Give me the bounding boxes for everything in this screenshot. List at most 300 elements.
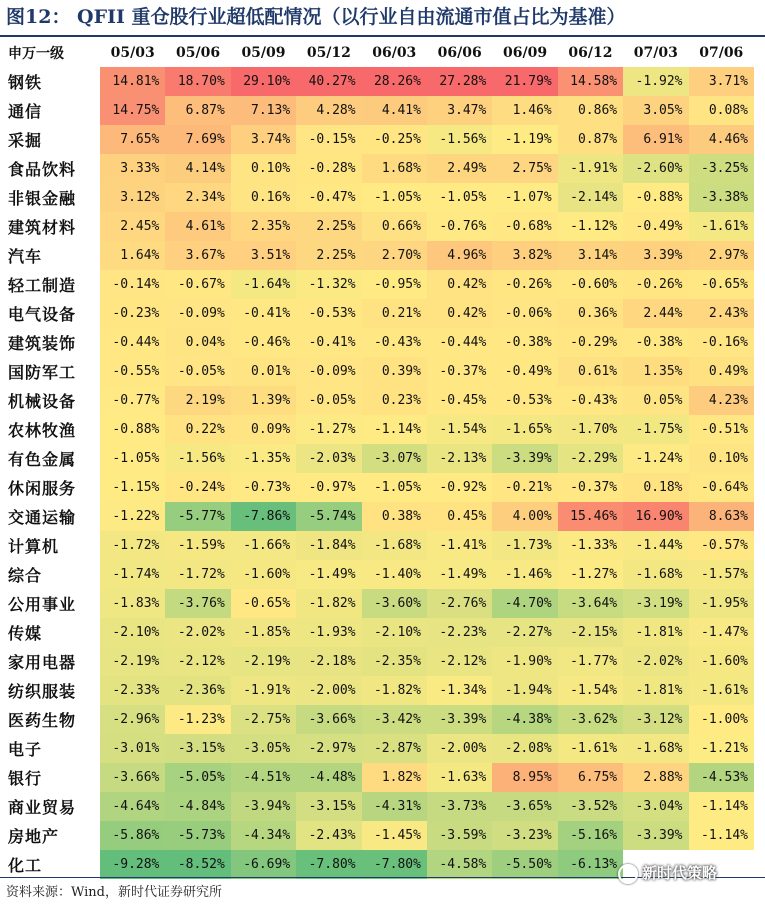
heatmap-cell: -1.05% <box>362 473 427 502</box>
heatmap-cell: -3.05% <box>231 734 296 763</box>
heatmap-cell: -0.44% <box>427 328 492 357</box>
heatmap-cell: -1.54% <box>427 415 492 444</box>
heatmap-cell: -0.47% <box>296 183 361 212</box>
heatmap-cell: 3.47% <box>427 96 492 125</box>
heatmap-cell: 40.27% <box>296 67 361 96</box>
heatmap-cell: 0.18% <box>623 473 688 502</box>
heatmap-cell: 0.01% <box>231 357 296 386</box>
heatmap-cell: -1.27% <box>558 560 623 589</box>
heatmap-cell: 2.34% <box>165 183 230 212</box>
heatmap-cell: -6.69% <box>231 850 296 879</box>
heatmap-cell: -0.97% <box>296 473 361 502</box>
heatmap-cell: -3.01% <box>100 734 165 763</box>
heatmap-cell: -3.15% <box>296 792 361 821</box>
heatmap-cell: -1.14% <box>689 792 754 821</box>
heatmap-cell: -3.73% <box>427 792 492 821</box>
heatmap-cell: 3.33% <box>100 154 165 183</box>
heatmap-cell: 2.88% <box>623 763 688 792</box>
column-header: 05/09 <box>241 44 286 61</box>
figure-title: 图12： QFII 重仓股行业超低配情况（以行业自由流通市值占比为基准） <box>6 6 626 28</box>
row-label: 电子 <box>8 740 43 759</box>
heatmap-cell: -0.43% <box>362 328 427 357</box>
heatmap-cell: -1.73% <box>492 531 557 560</box>
row-label: 钢铁 <box>8 73 43 92</box>
heatmap-cell: 0.87% <box>558 125 623 154</box>
heatmap-cell: -0.92% <box>427 473 492 502</box>
heatmap-cell: -2.12% <box>427 647 492 676</box>
row-label: 休闲服务 <box>8 479 77 498</box>
heatmap-cell: -0.95% <box>362 270 427 299</box>
heatmap-cell: -1.19% <box>492 125 557 154</box>
heatmap-cell: -3.64% <box>558 589 623 618</box>
heatmap-cell: 3.71% <box>689 67 754 96</box>
heatmap-cell: -3.25% <box>689 154 754 183</box>
heatmap-cell: -1.68% <box>623 560 688 589</box>
heatmap-cell: 0.04% <box>165 328 230 357</box>
heatmap-cell: -1.66% <box>231 531 296 560</box>
heatmap-cell: -0.41% <box>296 328 361 357</box>
row-label: 农林牧渔 <box>8 421 77 440</box>
heatmap-cell: -3.23% <box>492 821 557 850</box>
heatmap-cell: -3.12% <box>623 705 688 734</box>
heatmap-cell: -4.38% <box>492 705 557 734</box>
heatmap-cell: -1.23% <box>165 705 230 734</box>
heatmap-cell: -2.10% <box>100 618 165 647</box>
row-label: 商业贸易 <box>8 798 77 817</box>
row-header-label: 申万一级 <box>8 45 64 62</box>
row-label: 国防军工 <box>8 363 77 382</box>
heatmap-cell: -1.63% <box>427 763 492 792</box>
table-row <box>4 821 754 850</box>
heatmap-cell: 0.23% <box>362 386 427 415</box>
column-header: 05/12 <box>306 44 351 61</box>
heatmap-cell: -0.77% <box>100 386 165 415</box>
heatmap-cell: -2.00% <box>296 676 361 705</box>
heatmap-cell: -1.94% <box>492 676 557 705</box>
column-header: 06/09 <box>503 44 548 61</box>
table-row <box>4 589 754 618</box>
heatmap-cell: 3.74% <box>231 125 296 154</box>
heatmap-cell: 2.45% <box>100 212 165 241</box>
heatmap-cell: -5.86% <box>100 821 165 850</box>
heatmap-cell: -0.28% <box>296 154 361 183</box>
watermark <box>618 862 717 884</box>
heatmap-cell: -1.90% <box>492 647 557 676</box>
table-row <box>4 763 754 792</box>
table-row <box>4 386 754 415</box>
heatmap-cell: -0.46% <box>231 328 296 357</box>
heatmap-cell: -2.23% <box>427 618 492 647</box>
row-label: 食品饮料 <box>8 160 77 179</box>
heatmap-cell: -3.15% <box>165 734 230 763</box>
heatmap-cell: -1.00% <box>689 705 754 734</box>
column-header: 06/12 <box>568 44 613 61</box>
table-row <box>4 96 754 125</box>
heatmap-cell: 4.96% <box>427 241 492 270</box>
heatmap-cell: 6.91% <box>623 125 688 154</box>
heatmap-cell: -4.31% <box>362 792 427 821</box>
row-label: 化工 <box>8 856 43 875</box>
heatmap-cell: -3.07% <box>362 444 427 473</box>
heatmap-cell: 0.09% <box>231 415 296 444</box>
heatmap-cell: -0.37% <box>558 473 623 502</box>
heatmap-cell: -0.44% <box>100 328 165 357</box>
heatmap-cell: -1.49% <box>296 560 361 589</box>
table-row <box>4 328 754 357</box>
table-row <box>4 647 754 676</box>
heatmap-cell: 1.39% <box>231 386 296 415</box>
table-row <box>4 183 754 212</box>
heatmap-cell: -0.05% <box>296 386 361 415</box>
heatmap-cell: -9.28% <box>100 850 165 879</box>
heatmap-cell: -5.74% <box>296 502 361 531</box>
row-label: 房地产 <box>8 827 60 846</box>
heatmap-cell: -1.60% <box>689 647 754 676</box>
heatmap-cell: -0.16% <box>689 328 754 357</box>
heatmap-cell: -1.46% <box>492 560 557 589</box>
heatmap-cell: -2.19% <box>100 647 165 676</box>
heatmap-cell: 6.87% <box>165 96 230 125</box>
row-label: 建筑材料 <box>8 218 77 237</box>
heatmap-cell: -2.03% <box>296 444 361 473</box>
heatmap-cell: -1.77% <box>558 647 623 676</box>
table-row <box>4 415 754 444</box>
heatmap-cell: -0.06% <box>492 299 557 328</box>
heatmap-cell: -1.93% <box>296 618 361 647</box>
heatmap-cell: -0.37% <box>427 357 492 386</box>
row-label: 采掘 <box>8 131 43 150</box>
row-label: 银行 <box>8 769 43 788</box>
heatmap-cell: -3.65% <box>492 792 557 821</box>
heatmap-cell: -3.19% <box>623 589 688 618</box>
heatmap-cell: -1.22% <box>100 502 165 531</box>
heatmap-cell: -1.59% <box>165 531 230 560</box>
heatmap-cell: -0.60% <box>558 270 623 299</box>
heatmap-cell: -2.29% <box>558 444 623 473</box>
heatmap-body <box>4 67 754 879</box>
heatmap-cell: -0.43% <box>558 386 623 415</box>
heatmap-cell: 0.16% <box>231 183 296 212</box>
heatmap-cell: -3.76% <box>165 589 230 618</box>
row-label: 纺织服装 <box>8 682 77 701</box>
heatmap-cell: 16.90% <box>623 502 688 531</box>
heatmap-cell: -2.19% <box>231 647 296 676</box>
heatmap-cell: -3.39% <box>492 444 557 473</box>
heatmap-cell: 14.75% <box>100 96 165 125</box>
row-label: 建筑装饰 <box>8 334 77 353</box>
heatmap-cell: 7.65% <box>100 125 165 154</box>
heatmap-cell: -0.65% <box>231 589 296 618</box>
heatmap-cell: 2.43% <box>689 299 754 328</box>
heatmap-cell: -4.64% <box>100 792 165 821</box>
heatmap-cell: -4.84% <box>165 792 230 821</box>
heatmap-cell: -2.13% <box>427 444 492 473</box>
heatmap-cell: -1.07% <box>492 183 557 212</box>
heatmap-cell: -0.25% <box>362 125 427 154</box>
heatmap-cell: 0.42% <box>427 299 492 328</box>
heatmap-cell: -4.58% <box>427 850 492 879</box>
heatmap-cell: -2.14% <box>558 183 623 212</box>
heatmap-cell: -1.91% <box>558 154 623 183</box>
table-row <box>4 473 754 502</box>
heatmap-cell: -0.38% <box>623 328 688 357</box>
table-row <box>4 270 754 299</box>
heatmap-cell: -1.27% <box>296 415 361 444</box>
heatmap-cell: -1.14% <box>362 415 427 444</box>
heatmap-cell: -4.53% <box>689 763 754 792</box>
heatmap-cell: -0.29% <box>558 328 623 357</box>
heatmap-cell: -0.53% <box>296 299 361 328</box>
heatmap-cell: 14.81% <box>100 67 165 96</box>
heatmap-cell: -1.32% <box>296 270 361 299</box>
heatmap-cell: -1.44% <box>623 531 688 560</box>
heatmap-cell: 4.61% <box>165 212 230 241</box>
heatmap-cell: 3.12% <box>100 183 165 212</box>
heatmap-cell: -3.60% <box>362 589 427 618</box>
heatmap-cell: 18.70% <box>165 67 230 96</box>
heatmap-cell: 3.67% <box>165 241 230 270</box>
heatmap-cell: 2.25% <box>296 241 361 270</box>
heatmap-cell: -1.61% <box>689 676 754 705</box>
heatmap-cell: -3.39% <box>427 705 492 734</box>
heatmap-cell: -1.57% <box>689 560 754 589</box>
heatmap-cell: -0.38% <box>492 328 557 357</box>
table-row <box>4 502 754 531</box>
table-row <box>4 618 754 647</box>
heatmap-cell: -2.87% <box>362 734 427 763</box>
wechat-icon <box>618 864 638 884</box>
row-label: 电气设备 <box>8 305 77 324</box>
heatmap-cell: -3.66% <box>296 705 361 734</box>
heatmap-cell: -0.67% <box>165 270 230 299</box>
heatmap-cell: -1.33% <box>558 531 623 560</box>
heatmap-cell: -2.18% <box>296 647 361 676</box>
heatmap-cell: -1.68% <box>362 531 427 560</box>
heatmap-cell: -3.59% <box>427 821 492 850</box>
heatmap-cell: 28.26% <box>362 67 427 96</box>
heatmap-cell: 2.97% <box>689 241 754 270</box>
row-label: 计算机 <box>8 537 60 556</box>
heatmap-cell: -2.97% <box>296 734 361 763</box>
heatmap-cell: -1.81% <box>623 618 688 647</box>
row-label: 轻工制造 <box>8 276 77 295</box>
row-label: 交通运输 <box>8 508 77 527</box>
heatmap-cell: -1.54% <box>558 676 623 705</box>
heatmap-cell: -3.04% <box>623 792 688 821</box>
heatmap-cell: -2.60% <box>623 154 688 183</box>
heatmap-cell: 3.05% <box>623 96 688 125</box>
heatmap-cell: 1.68% <box>362 154 427 183</box>
heatmap-cell: -0.64% <box>689 473 754 502</box>
heatmap-cell: -0.41% <box>231 299 296 328</box>
heatmap-cell: 7.69% <box>165 125 230 154</box>
heatmap-cell: -4.70% <box>492 589 557 618</box>
row-label: 公用事业 <box>8 595 77 614</box>
heatmap-cell: -1.65% <box>492 415 557 444</box>
heatmap-cell: -2.43% <box>296 821 361 850</box>
heatmap-cell: 0.86% <box>558 96 623 125</box>
header-row <box>4 38 754 67</box>
heatmap-cell: -0.26% <box>492 270 557 299</box>
heatmap-cell: -2.96% <box>100 705 165 734</box>
heatmap-cell: -1.95% <box>689 589 754 618</box>
source-note: 资料来源：Wind，新时代证券研究所 <box>6 885 222 900</box>
heatmap-cell: -1.35% <box>231 444 296 473</box>
heatmap-cell: 4.46% <box>689 125 754 154</box>
heatmap-cell: -2.27% <box>492 618 557 647</box>
heatmap-cell: 0.05% <box>623 386 688 415</box>
heatmap-cell: -0.65% <box>689 270 754 299</box>
heatmap-cell: -1.70% <box>558 415 623 444</box>
heatmap-cell: -1.82% <box>296 589 361 618</box>
heatmap-cell: 8.95% <box>492 763 557 792</box>
heatmap-cell: -2.35% <box>362 647 427 676</box>
heatmap-cell: -1.83% <box>100 589 165 618</box>
heatmap-cell: 0.10% <box>231 154 296 183</box>
heatmap-cell: -8.52% <box>165 850 230 879</box>
column-header: 05/06 <box>176 44 221 61</box>
heatmap-cell: -1.14% <box>689 821 754 850</box>
heatmap-table <box>4 38 754 879</box>
heatmap-cell: 0.66% <box>362 212 427 241</box>
column-header: 06/06 <box>437 44 482 61</box>
table-row <box>4 357 754 386</box>
heatmap-cell: -3.66% <box>100 763 165 792</box>
heatmap-cell: -4.48% <box>296 763 361 792</box>
heatmap-cell: -2.08% <box>492 734 557 763</box>
heatmap-cell: -2.00% <box>427 734 492 763</box>
table-row <box>4 241 754 270</box>
heatmap-cell: -0.23% <box>100 299 165 328</box>
heatmap-cell: 27.28% <box>427 67 492 96</box>
heatmap-cell: -1.72% <box>165 560 230 589</box>
heatmap-cell: 7.13% <box>231 96 296 125</box>
heatmap-cell: 1.46% <box>492 96 557 125</box>
heatmap-cell: 1.64% <box>100 241 165 270</box>
heatmap-cell: -7.80% <box>362 850 427 879</box>
heatmap-cell: -1.92% <box>623 67 688 96</box>
heatmap-cell: -0.53% <box>492 386 557 415</box>
row-label: 非银金融 <box>8 189 77 208</box>
row-label: 通信 <box>8 102 43 121</box>
heatmap-cell: 0.45% <box>427 502 492 531</box>
heatmap-cell: -3.42% <box>362 705 427 734</box>
table-row <box>4 676 754 705</box>
heatmap-cell: -0.73% <box>231 473 296 502</box>
heatmap-cell: 3.14% <box>558 241 623 270</box>
heatmap-cell: -1.91% <box>231 676 296 705</box>
table-row <box>4 67 754 96</box>
heatmap-cell: -1.61% <box>558 734 623 763</box>
heatmap-cell: 0.61% <box>558 357 623 386</box>
heatmap-cell: -3.38% <box>689 183 754 212</box>
heatmap-cell: 2.75% <box>492 154 557 183</box>
row-label: 有色金属 <box>8 450 77 469</box>
heatmap-cell: 4.41% <box>362 96 427 125</box>
heatmap-cell: -0.55% <box>100 357 165 386</box>
column-header: 05/03 <box>110 44 155 61</box>
heatmap-cell: -1.84% <box>296 531 361 560</box>
row-label: 传媒 <box>8 624 43 643</box>
heatmap-cell: -1.24% <box>623 444 688 473</box>
heatmap-cell: -1.21% <box>689 734 754 763</box>
heatmap-cell: 2.25% <box>296 212 361 241</box>
heatmap-cell: -1.05% <box>362 183 427 212</box>
heatmap-cell: 0.36% <box>558 299 623 328</box>
heatmap-cell: -0.88% <box>100 415 165 444</box>
heatmap-cell: -0.26% <box>623 270 688 299</box>
heatmap-cell: 2.49% <box>427 154 492 183</box>
row-label: 家用电器 <box>8 653 77 672</box>
row-label: 汽车 <box>8 247 43 266</box>
row-label: 综合 <box>8 566 43 585</box>
heatmap-cell: 2.44% <box>623 299 688 328</box>
heatmap-cell: -1.05% <box>100 444 165 473</box>
heatmap-cell: 0.49% <box>689 357 754 386</box>
title-rule <box>0 35 765 37</box>
heatmap-cell: -6.13% <box>558 850 623 879</box>
heatmap-cell: -1.34% <box>427 676 492 705</box>
heatmap-cell: -0.09% <box>165 299 230 328</box>
heatmap-cell: 29.10% <box>231 67 296 96</box>
heatmap-cell: -1.85% <box>231 618 296 647</box>
heatmap-cell: 4.28% <box>296 96 361 125</box>
heatmap-cell: -3.39% <box>623 821 688 850</box>
heatmap-cell: 14.58% <box>558 67 623 96</box>
heatmap-cell: -0.24% <box>165 473 230 502</box>
column-header: 07/06 <box>699 44 744 61</box>
heatmap-cell: -2.12% <box>165 647 230 676</box>
table-row <box>4 212 754 241</box>
heatmap-cell: 1.35% <box>623 357 688 386</box>
heatmap-cell: 1.82% <box>362 763 427 792</box>
heatmap-cell: -4.51% <box>231 763 296 792</box>
heatmap-cell: -1.15% <box>100 473 165 502</box>
table-row <box>4 734 754 763</box>
watermark-text: 新时代策略 <box>642 864 718 882</box>
heatmap-cell: 0.39% <box>362 357 427 386</box>
heatmap-cell: -5.73% <box>165 821 230 850</box>
heatmap-cell: -1.47% <box>689 618 754 647</box>
row-label: 医药生物 <box>8 711 77 730</box>
heatmap-cell: -1.75% <box>623 415 688 444</box>
heatmap-cell: -5.05% <box>165 763 230 792</box>
table-row <box>4 154 754 183</box>
heatmap-cell: -7.86% <box>231 502 296 531</box>
heatmap-cell: -1.40% <box>362 560 427 589</box>
heatmap-cell: 0.38% <box>362 502 427 531</box>
heatmap-cell: -3.94% <box>231 792 296 821</box>
heatmap-cell: -5.16% <box>558 821 623 850</box>
heatmap-cell: -5.77% <box>165 502 230 531</box>
heatmap-cell: 3.39% <box>623 241 688 270</box>
column-header: 06/03 <box>372 44 417 61</box>
heatmap-cell: 0.21% <box>362 299 427 328</box>
heatmap-cell: -0.88% <box>623 183 688 212</box>
heatmap-cell: -0.21% <box>492 473 557 502</box>
heatmap-cell: 0.10% <box>689 444 754 473</box>
heatmap-cell: -1.05% <box>427 183 492 212</box>
heatmap-cell: -1.60% <box>231 560 296 589</box>
heatmap-cell: 15.46% <box>558 502 623 531</box>
heatmap-cell: -5.50% <box>492 850 557 879</box>
heatmap-cell: -1.68% <box>623 734 688 763</box>
heatmap-cell: -1.12% <box>558 212 623 241</box>
heatmap-cell: -1.45% <box>362 821 427 850</box>
heatmap-cell: -4.34% <box>231 821 296 850</box>
column-header: 07/03 <box>633 44 678 61</box>
heatmap-cell: -3.62% <box>558 705 623 734</box>
